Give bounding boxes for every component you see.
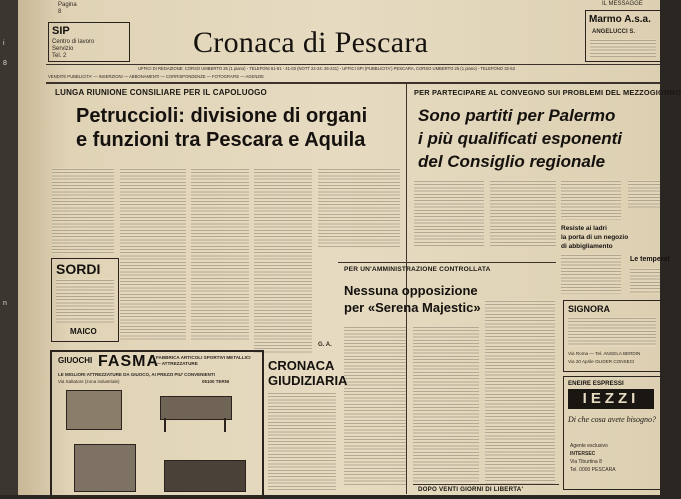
sip-ad-box <box>48 22 130 62</box>
sip-line: Centro di lavoro <box>52 39 95 45</box>
fasma-ad <box>50 350 264 499</box>
headline-line: per «Serena Majestic» <box>344 300 481 315</box>
article-signature: G. A. <box>318 342 332 348</box>
majestic-headline <box>344 282 481 316</box>
right-article-headline <box>418 104 622 173</box>
cronaca-giudiziaria <box>268 358 347 388</box>
ezzi-line: Agente esclusivo <box>570 443 608 449</box>
ezzi-logo: IEZZI <box>568 389 654 409</box>
sip-label: SIP <box>52 25 70 37</box>
signora-line: Via 20 Aprile OLIDER CONSECI <box>568 359 635 364</box>
signora-ad <box>563 300 662 372</box>
ezzi-slogan: Di che cosa avete bisogno? <box>568 415 656 424</box>
masthead-title: Cronaca di Pescara <box>193 26 429 59</box>
sip-line: Tel. 2 <box>52 53 67 59</box>
masthead-info: UFFICI DI REDAZIONE: CORSO UMBERTO 25 (1 piano) - TELEFONI 61-81 - 41-03 (NOTT 22-24: 26-221) - UFFICI SPI (PUBBLICITA') PESCARA, CORSO UMBERTO 25 (1 piano) - TELEFONO 32-53 <box>138 66 515 71</box>
game-machine-image <box>74 444 136 492</box>
sordi-title: SORDI <box>56 261 101 277</box>
majestic-kicker: PER UN'AMMINISTRAZIONE CONTROLLATA <box>344 266 491 273</box>
side-box-line: la porta di un negozio <box>561 234 629 241</box>
pinball-image <box>66 390 122 430</box>
side-box-line: di abbigliamento <box>561 243 613 250</box>
side-box-line: Resiste ai ladri <box>561 225 607 232</box>
pool-table-image <box>164 460 246 492</box>
left-article-headline <box>76 104 367 152</box>
left-page-strip <box>0 0 18 495</box>
fasma-name: FASMA <box>98 353 159 370</box>
side-box <box>561 224 629 300</box>
masthead-info: VENDITE PUBBLICITA' — INSERZIONI — ABBONAMENTI — CORRISPONDENZE — FOTOGRAFIE — AGENZIE <box>48 74 264 79</box>
fasma-city: 05100 TERNI <box>202 379 230 384</box>
headline-line: i più qualificati esponenti <box>418 129 623 148</box>
marmo-title: Marmo A.s.a. <box>589 14 651 25</box>
marmo-line: ANGELUCCI S. <box>592 29 636 35</box>
fasma-line1: LE MIGLIORI ATTREZZATURE DA GIUOCO, AI PREZZI PIU' CONVENIENTI <box>58 372 215 377</box>
fasma-line2: Via Saltatore (zona industriale) <box>58 379 120 384</box>
ezzi-line: Via Tiburtina 8 <box>570 459 602 465</box>
right-edge-header: IL MESSAGGE <box>602 1 643 7</box>
bottom-kicker: DOPO VENTI GIORNI DI LIBERTA' <box>418 486 524 493</box>
fasma-tagline: FABBRICA ARTICOLI SPORTIVI METALLICI — ATTREZZATURE <box>156 355 251 366</box>
marmo-ad-box <box>585 10 662 62</box>
signora-line: Via Roma — Tel. ANGELA BERDIN <box>568 351 641 356</box>
headline-line: del Consiglio regionale <box>418 152 606 171</box>
temperature-label: Le temperat <box>630 256 670 263</box>
right-article-kicker: PER PARTECIPARE AL CONVEGNO SUI PROBLEMI DEL MEZZOGIORNO <box>414 88 681 97</box>
headline-line: Sono partiti per Palermo <box>418 106 616 125</box>
ezzi-line: INTERSEC <box>570 451 596 457</box>
page-number: 8 <box>58 9 62 15</box>
signora-title: SIGNORA <box>568 304 611 314</box>
maico-label: MAICO <box>70 327 97 336</box>
fasma-giuochi: GIUOCHI <box>58 356 93 365</box>
headline-line: CRONACA <box>268 358 335 373</box>
headline-line: Petruccioli: divisione di organi <box>76 105 368 127</box>
headline-line: GIUDIZIARIA <box>268 373 348 388</box>
headline-line: e funzioni tra Pescara e Aquila <box>76 129 366 151</box>
left-strip-fragment: i <box>3 40 5 47</box>
ezzi-line: Tel. 0000 PESCARA <box>570 467 616 473</box>
ezzi-ad <box>563 376 662 490</box>
left-strip-fragment: 8 <box>3 60 7 67</box>
pagina-label: Pagina <box>58 2 77 8</box>
left-strip-fragment: n <box>3 300 7 307</box>
football-table-image <box>160 396 232 420</box>
newspaper-page <box>18 0 681 495</box>
ezzi-header: ENEIRE ESPRESSI <box>568 380 624 387</box>
left-article-kicker: LUNGA RIUNIONE CONSILIARE PER IL CAPOLUOGO <box>55 88 267 97</box>
sordi-ad <box>51 258 119 342</box>
sip-line: Servizio <box>52 46 74 52</box>
headline-line: Nessuna opposizione <box>344 283 478 298</box>
